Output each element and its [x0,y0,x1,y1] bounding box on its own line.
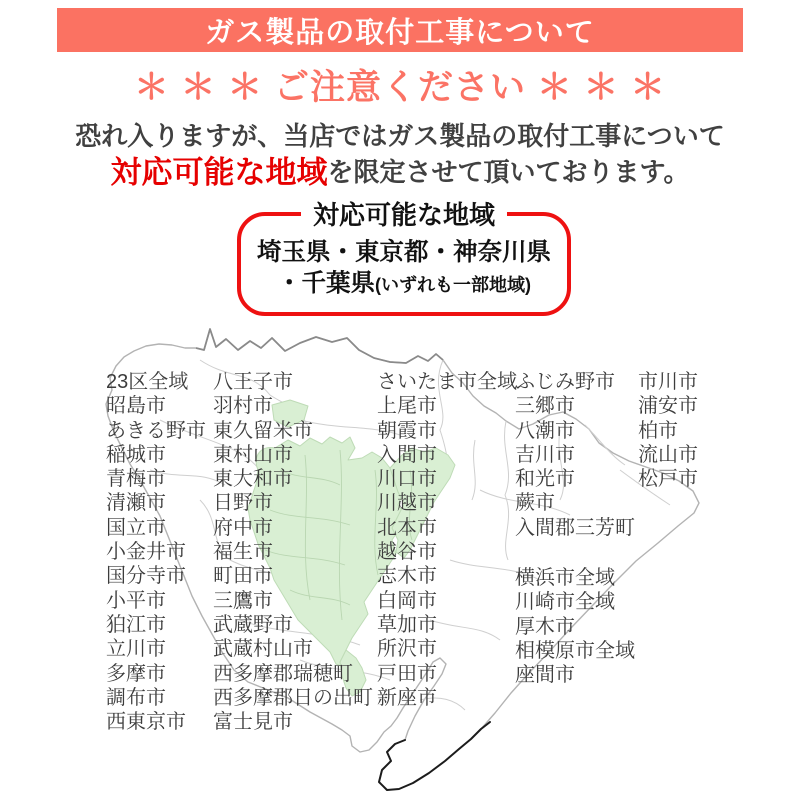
city-item: 柏市 [638,419,678,442]
city-item: 西多摩郡日の出町 [213,686,373,709]
city-item: 稲城市 [106,443,166,466]
city-item: 横浜市全域 [515,567,615,589]
city-item: 相模原市全域 [515,639,635,662]
city-item: 三鷹市 [213,589,273,612]
city-list-saitama-1 [377,370,517,710]
city-item: 小金井市 [106,541,186,564]
city-list-saitama-2 [515,370,635,540]
city-item: 戸田市 [377,662,437,685]
city-item: さいたま市全域 [377,371,517,393]
city-item: ふじみ野市 [515,371,615,393]
caution-heading: ＊ ＊ ＊ ご注意ください ＊ ＊ ＊ [133,68,667,107]
city-item: 東大和市 [213,468,293,491]
city-item: 調布市 [106,686,166,709]
page-title-bar [57,8,743,52]
intro-line2 [0,153,800,192]
city-item: 国立市 [106,516,166,539]
city-item: 入間市 [377,443,437,466]
city-item: 白岡市 [377,589,437,612]
city-item: 志木市 [377,565,437,588]
city-item: 北本市 [377,516,437,539]
supported-prefectures-line2-main: ・千葉県 [277,270,375,297]
city-item: 入間郡三芳町 [515,516,635,539]
city-item: 東村山市 [213,443,293,466]
city-item: 狛江市 [106,613,166,636]
city-item: 多摩市 [106,662,166,685]
city-item: 府中市 [213,516,273,539]
city-item: 武蔵野市 [213,613,293,636]
city-item: 朝霞市 [377,419,437,442]
intro-line1: 恐れ入りますが、当店ではガス製品の取付工事について [75,121,725,151]
city-item: 吉川市 [515,443,575,466]
city-item: 23区全域 [106,371,189,393]
city-item: 清瀬市 [106,492,166,515]
city-item: 八潮市 [515,419,575,442]
city-item: 蕨市 [515,492,555,515]
city-item: 国分寺市 [106,565,186,588]
supported-prefectures-note: (いずれも一部地域) [375,275,531,295]
city-item: 町田市 [213,565,273,588]
city-item: 小平市 [106,589,166,612]
city-item: 市川市 [638,371,698,393]
city-item: 川越市 [377,492,437,515]
city-item: 厚木市 [515,615,575,638]
supported-prefectures-line1: 埼玉県・東京都・神奈川県 [257,239,551,266]
city-item: 福生市 [213,541,273,564]
city-item: 西東京市 [106,711,186,734]
city-item: 川口市 [377,468,437,491]
city-item: 昭島市 [106,395,166,418]
intro-highlight: 対応可能な地域 [110,155,328,190]
city-item: 日野市 [213,492,273,515]
intro-paragraph [0,120,800,192]
city-list-tokyo-2 [213,370,373,734]
city-item: 羽村市 [213,395,273,418]
city-item: 立川市 [106,638,166,661]
supported-area-box-legend: 対応可能な地域 [301,198,507,232]
city-item: 所沢市 [377,638,437,661]
city-list-chiba [638,370,698,491]
city-item: 富士見市 [213,711,293,734]
city-item: 川崎市全域 [515,591,615,614]
city-item: 草加市 [377,613,437,636]
city-item: 東久留米市 [213,419,313,442]
city-item: 座間市 [515,664,575,687]
city-item: あきる野市 [106,419,206,442]
city-list-kanagawa [515,566,635,687]
page-title: ガス製品の取付工事について [205,16,595,49]
city-item: 三郷市 [515,395,575,418]
city-item: 越谷市 [377,541,437,564]
intro-line2-rest: を限定させて頂いております。 [327,157,690,187]
city-item: 上尾市 [377,395,437,418]
city-item: 八王子市 [213,371,293,393]
city-item: 流山市 [638,443,698,466]
city-item: 松戸市 [638,468,698,491]
city-list-tokyo-1 [106,370,206,734]
city-item: 西多摩郡瑞穂町 [213,662,353,685]
supported-prefectures-line2 [241,268,567,301]
city-item: 浦安市 [638,395,698,418]
city-item: 新座市 [377,686,437,709]
city-item: 和光市 [515,468,575,491]
city-item: 青梅市 [106,468,166,491]
city-item: 武蔵村山市 [213,638,313,661]
